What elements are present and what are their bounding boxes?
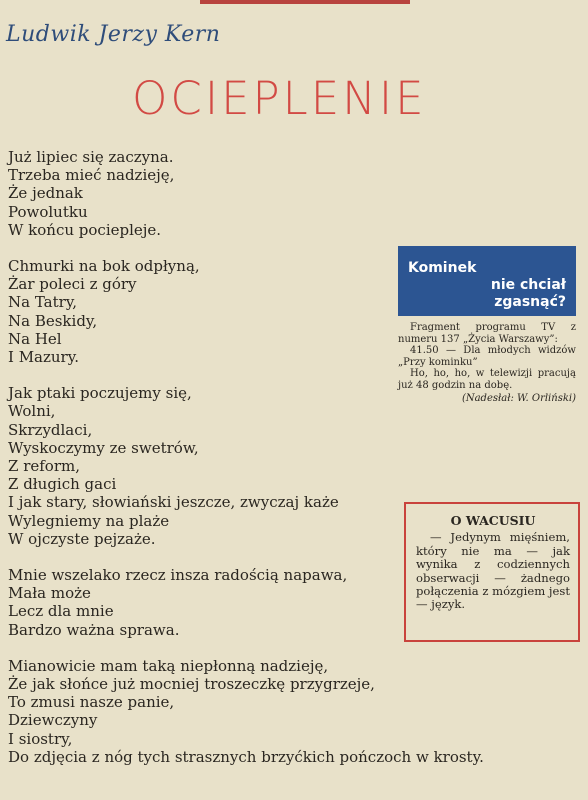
wacus-box <box>404 502 580 642</box>
stanza-1 <box>8 148 548 239</box>
kominek-heading-box <box>398 246 576 316</box>
wacus-body: — Jedynym mięśniem, który nie ma — jak wynika z codziennych obserwacji — żadnego połączenia z mózgiem jest — język. <box>416 530 570 612</box>
top-decorative-bar <box>200 0 410 4</box>
poem-line: Na Tatry, <box>8 293 78 312</box>
poem-line: Skrzydlaci, <box>8 420 93 439</box>
poem-line: Chmurki na bok odpłyną, <box>8 257 200 276</box>
poem-line: Wyskoczymy ze swetrów, <box>8 438 199 457</box>
stanza-5 <box>8 657 548 766</box>
poem-line: I siostry, <box>8 729 73 748</box>
poem-line: Mała może <box>8 584 91 603</box>
poem-line: Z długich gaci <box>8 475 117 494</box>
wacus-heading: O WACUSIU <box>450 513 536 528</box>
fragment-sender: (Nadesłał: W. Orliński) <box>461 392 576 404</box>
fragment-program: 41.50 — Dla młodych widzów „Przy kominku” <box>398 345 576 368</box>
poem-line: Do zdjęcia z nóg tych strasznych brzyćkich pończoch w krosty. <box>8 747 484 766</box>
poem-line: Już lipiec się zaczyna. <box>8 148 174 166</box>
poem-line: To zmusi nasze panie, <box>8 693 175 712</box>
poem-title: OCIEPLENIE <box>132 72 427 125</box>
kominek-line-3: zgasnąć? <box>494 294 566 310</box>
kominek-fragment <box>398 322 576 404</box>
poem-line: Na Beskidy, <box>8 311 98 330</box>
poem-line: Lecz dla mnie <box>8 602 114 621</box>
author-name: Ludwik Jerzy Kern <box>6 22 221 47</box>
poem-line: Trzeba mieć nadzieję, <box>8 166 175 185</box>
poem-line: Z reform, <box>8 457 80 476</box>
fragment-comment: Ho, ho, ho, w telewizji pracują już 48 godzin na dobę. <box>398 368 576 391</box>
poem-line: Wolni, <box>8 402 56 421</box>
poem-line: Bardzo ważna sprawa. <box>8 620 180 639</box>
poem-body <box>8 148 548 784</box>
poem-line: Powolutku <box>8 202 88 221</box>
poem-line: Na Hel <box>8 329 62 348</box>
poem-line: I Mazury. <box>8 348 79 367</box>
fragment-intro: Fragment programu TV z numeru 137 „Życia Warszawy”: <box>398 322 576 345</box>
poem-line: Mianowicie mam taką niepłonną nadzieję, <box>8 656 329 675</box>
poem-line: Że jednak <box>8 184 83 203</box>
poem-line: Dziewczyny <box>8 711 98 730</box>
poem-line: Że jak słońce już mocniej troszeczkę przygrzeje, <box>8 675 375 694</box>
poem-line: Jak ptaki poczujemy się, <box>8 384 192 403</box>
kominek-line-1: Kominek <box>408 260 477 276</box>
poem-line: W ojczyste pejzaże. <box>8 529 156 548</box>
poem-line: Wylegniemy na plaże <box>8 511 170 530</box>
kominek-line-2: nie chciał <box>490 277 566 293</box>
poem-line: W końcu pociepleje. <box>8 220 162 239</box>
poem-line: Żar poleci z góry <box>8 275 137 294</box>
poem-line: Mnie wszelako rzecz insza radością napawa, <box>8 566 348 585</box>
poem-line: I jak stary, słowiański jeszcze, zwyczaj każe <box>8 493 339 512</box>
